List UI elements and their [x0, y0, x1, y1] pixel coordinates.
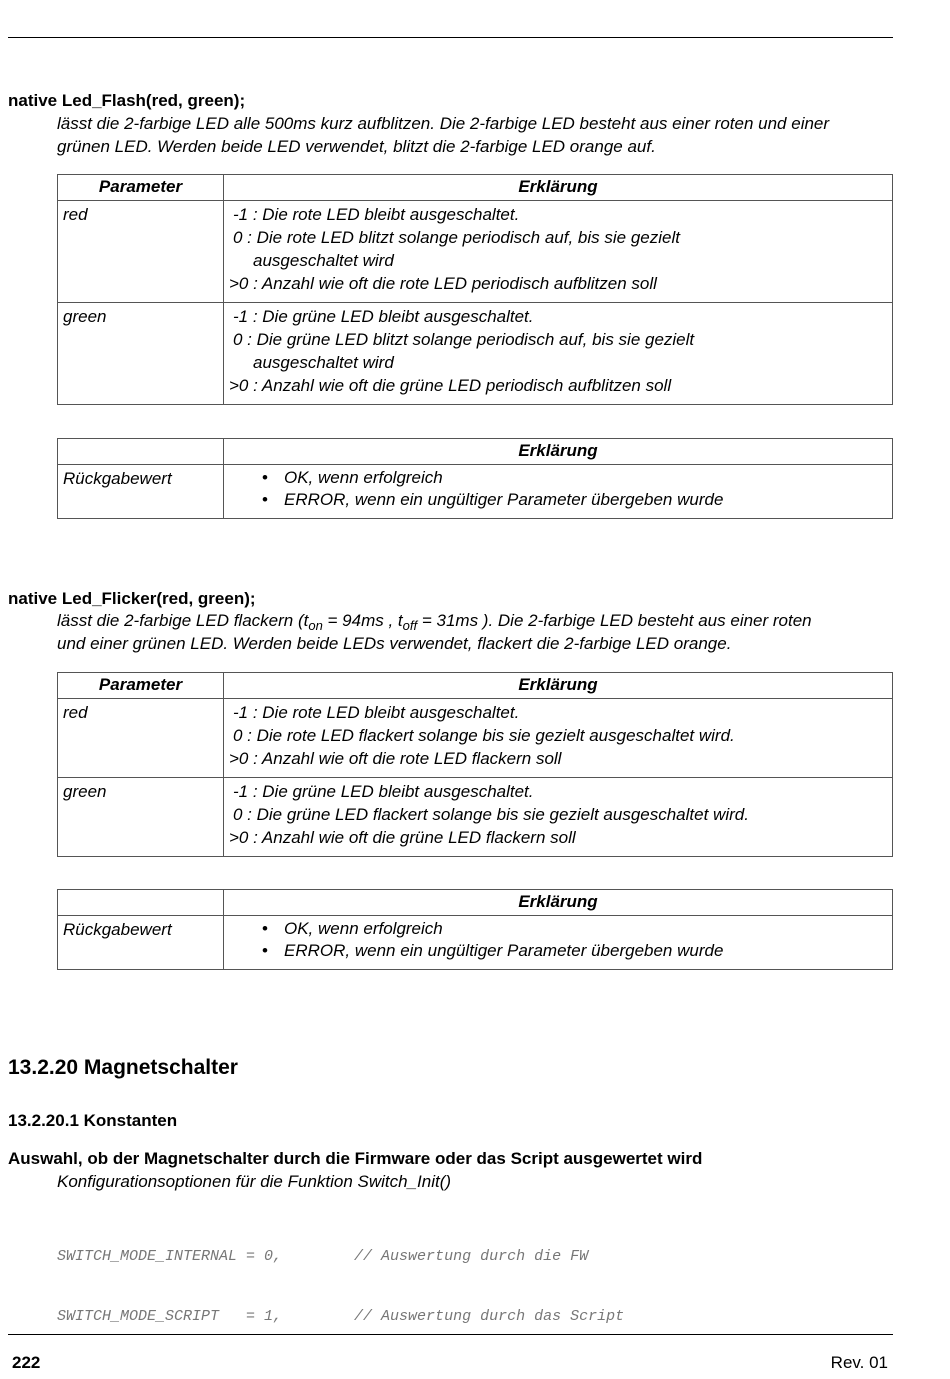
table-row: [58, 303, 893, 405]
table-header-empty: [58, 439, 224, 465]
param-explanation: -1 : Die grüne LED bleibt ausgeschaltet. 0 : Die grüne LED blitzt solange periodisch auf, bis sie gezielt ausgeschaltet wird >0 : Anzahl wie oft die grüne LED periodisch aufblitzen soll: [224, 303, 893, 405]
list-item: • OK, wenn erfolgreich: [284, 467, 887, 489]
param-explanation: -1 : Die rote LED bleibt ausgeschaltet. 0 : Die rote LED flackert solange bis sie gezielt ausgeschaltet wird. >0 : Anzahl wie oft die rote LED flackern soll: [224, 699, 893, 778]
list-item: • OK, wenn erfolgreich: [284, 918, 887, 940]
table-header-explanation: Erklärung: [224, 439, 893, 465]
constants-heading: Auswahl, ob der Magnetschalter durch die Firmware oder das Script ausgewertet wird: [8, 1149, 703, 1168]
revision-label: Rev. 01: [830, 1353, 888, 1372]
return-table-flicker: [57, 889, 893, 970]
function-description-flicker: lässt die 2-farbige LED flackern ($t_{on} = 94ms$ , $t_{off} = 31ms$ ). Die 2-farbige LED besteht aus einer roten und einer grünen LED. Werden beide LEDs verwendet, flackert die 2-farbige LED orange.: [57, 611, 812, 653]
list-item: • ERROR, wenn ein ungültiger Parameter übergeben wurde: [284, 940, 887, 962]
table-header-explanation: Erklärung: [224, 175, 893, 201]
table-row: [58, 778, 893, 857]
table-header-explanation: Erklärung: [224, 890, 893, 916]
constants-description: Konfigurationsoptionen für die Funktion Switch_Init(): [57, 1172, 452, 1191]
table-header-explanation: Erklärung: [224, 673, 893, 699]
table-header-parameter: Parameter: [58, 175, 224, 201]
table-row: [58, 699, 893, 778]
param-name: red: [58, 201, 224, 303]
param-name: green: [58, 778, 224, 857]
return-table-flash: [57, 438, 893, 519]
parameter-table-flicker: [57, 672, 893, 857]
table-row: [58, 916, 893, 970]
return-label: Rückgabewert: [58, 465, 224, 519]
function-signature-flicker: native Led_Flicker(red, green);: [8, 589, 256, 608]
param-explanation: -1 : Die rote LED bleibt ausgeschaltet. 0 : Die rote LED blitzt solange periodisch auf, bis sie gezielt ausgeschaltet wird >0 : Anzahl wie oft die rote LED periodisch aufblitzen soll: [224, 201, 893, 303]
table-header-empty: [58, 890, 224, 916]
footer-rule: [8, 1334, 893, 1335]
table-header-parameter: Parameter: [58, 673, 224, 699]
table-row: [58, 201, 893, 303]
parameter-table-flash: [57, 174, 893, 405]
code-block: SWITCH_MODE_INTERNAL = 0, // Auswertung durch die FW SWITCH_MODE_SCRIPT = 1, // Auswertung durch das Script: [57, 1248, 625, 1325]
list-item: • ERROR, wenn ein ungültiger Parameter übergeben wurde: [284, 489, 887, 511]
function-description-flash: lässt die 2-farbige LED alle 500ms kurz aufblitzen. Die 2-farbige LED besteht aus einer roten und einer grünen LED. Werden beide LED verwendet, blitzt die 2-farbige LED orange auf.: [57, 114, 830, 156]
header-rule: [8, 37, 893, 38]
function-signature-flash: native Led_Flash(red, green);: [8, 91, 246, 110]
param-name: green: [58, 303, 224, 405]
table-row: [58, 465, 893, 519]
return-values: [224, 916, 893, 970]
return-label: Rückgabewert: [58, 916, 224, 970]
param-explanation: -1 : Die grüne LED bleibt ausgeschaltet. 0 : Die grüne LED flackert solange bis sie gezielt ausgeschaltet wird. >0 : Anzahl wie oft die grüne LED flackern soll: [224, 778, 893, 857]
section-heading: 13.2.20 Magnetschalter: [8, 1056, 238, 1079]
param-name: red: [58, 699, 224, 778]
subsection-heading: 13.2.20.1 Konstanten: [8, 1111, 178, 1130]
return-values: [224, 465, 893, 519]
page-number: 222: [12, 1353, 41, 1372]
